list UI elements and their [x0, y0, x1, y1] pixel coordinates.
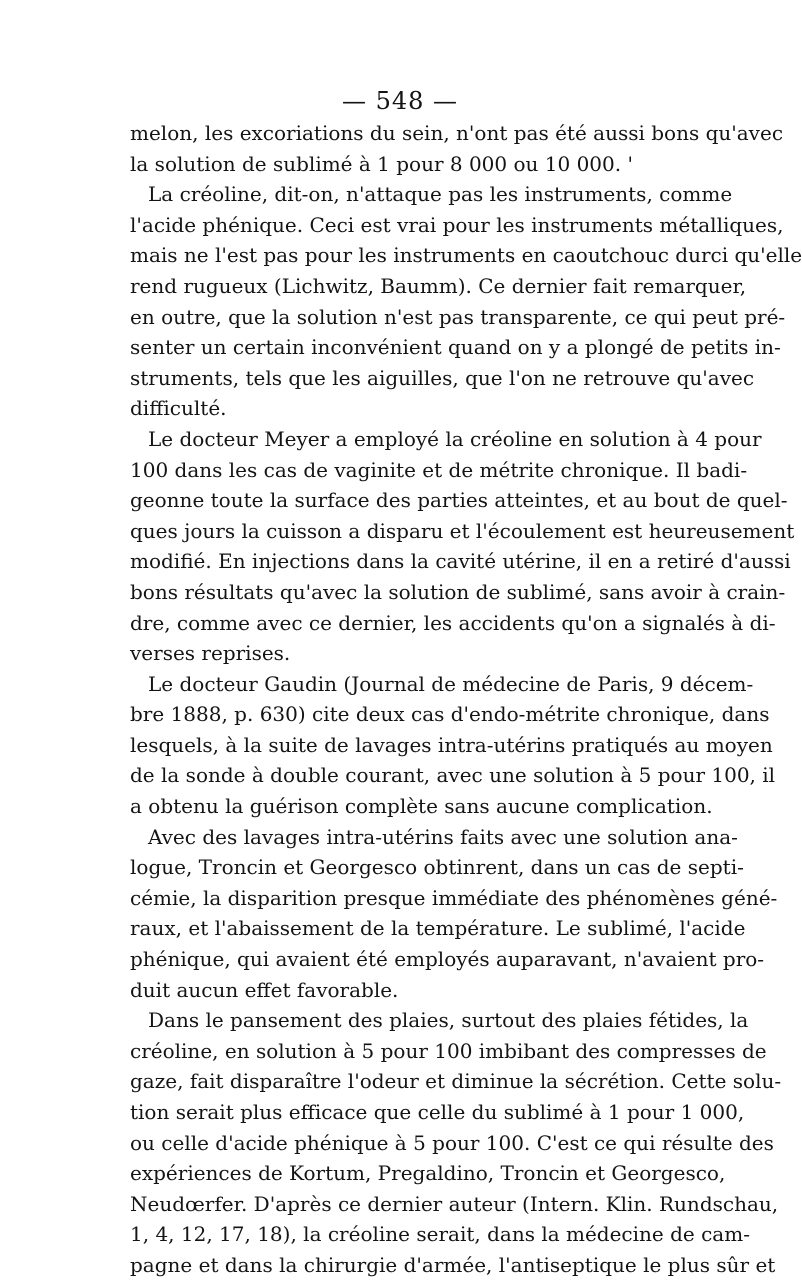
text-line: geonne toute la surface des parties atteintes, et au bout de quel-	[130, 488, 788, 513]
paragraph-1	[130, 118, 784, 179]
text-line: créoline, en solution à 5 pour 100 imbibant des compresses de	[130, 1038, 767, 1063]
text-line: modifié. En injections dans la cavité utérine, il en a retiré d'aussi	[130, 549, 791, 574]
text-line: phénique, qui avaient été employés auparavant, n'avaient pro-	[130, 947, 765, 972]
text-line: verses reprises.	[130, 641, 291, 666]
text-line: l'acide phénique. Ceci est vrai pour les instruments métalliques,	[130, 212, 784, 237]
text-line: difficulté.	[130, 396, 227, 421]
text-line: bons résultats qu'avec la solution de sublimé, sans avoir à crain-	[130, 579, 786, 604]
text-line: Dans le pansement des plaies, surtout des plaies fétides, la	[148, 1008, 749, 1033]
text-line-with-citation: Neudœrfer. D'après ce dernier auteur (Intern. Klin. Rundschau,	[130, 1191, 779, 1216]
page-number: — 548 —	[341, 87, 459, 115]
text-line: duit aucun effet favorable.	[130, 977, 399, 1002]
text-line: gaze, fait disparaître l'odeur et diminue la sécrétion. Cette solu-	[130, 1069, 782, 1094]
text-line: senter un certain inconvénient quand on y a plongé de petits in-	[130, 335, 781, 360]
text-line: raux, et l'abaissement de la température. Le sublimé, l'acide	[130, 916, 746, 941]
text-line: mais ne l'est pas pour les instruments en caoutchouc durci qu'elle	[130, 243, 802, 268]
text-line-with-citation: Le docteur Gaudin (Journal de médecine de Paris, 9 décem-	[148, 671, 754, 696]
body-text	[130, 118, 802, 1281]
text-line: la solution de sublimé à 1 pour 8 000 ou 10 000. '	[130, 151, 633, 176]
text-line: struments, tels que les aiguilles, que l'on ne retrouve qu'avec	[130, 365, 755, 390]
text-line: ques jours la cuisson a disparu et l'écoulement est heureusement	[130, 518, 795, 543]
paragraph-4	[130, 669, 776, 822]
text-line: dre, comme avec ce dernier, les accidents qu'on a signalés à di-	[130, 610, 776, 635]
text-line: expériences de Kortum, Pregaldino, Troncin et Georgesco,	[130, 1161, 726, 1186]
text-line: tion serait plus efficace que celle du sublimé à 1 pour 1 000,	[130, 1100, 745, 1124]
text-line: cémie, la disparition presque immédiate des phénomènes géné-	[130, 885, 778, 910]
text-line: en outre, que la solution n'est pas transparente, ce qui peut pré-	[130, 304, 786, 329]
paragraph-3	[130, 424, 795, 669]
text-line: de la sonde à double courant, avec une solution à 5 pour 100, il	[130, 763, 776, 788]
text-line: melon, les excoriations du sein, n'ont pas été aussi bons qu'avec	[130, 121, 784, 145]
paragraph-2	[130, 179, 802, 424]
text-line: Le docteur Meyer a employé la créoline en solution à 4 pour	[148, 426, 762, 451]
text-line: 1, 4, 12, 17, 18), la créoline serait, dans la médecine de cam-	[130, 1222, 750, 1247]
text-line: logue, Troncin et Georgesco obtinrent, dans un cas de septi-	[130, 855, 744, 880]
text-line: La créoline, dit-on, n'attaque pas les instruments, comme	[148, 182, 733, 207]
text-line: Avec des lavages intra-utérins faits avec une solution ana-	[148, 824, 738, 849]
text-line: ou celle d'acide phénique à 5 pour 100. C'est ce qui résulte des	[130, 1130, 774, 1155]
text-line: rend rugueux (Lichwitz, Baumm). Ce dernier fait remarquer,	[130, 273, 747, 298]
text-line: 100 dans les cas de vaginite et de métrite chronique. Il badi-	[130, 457, 748, 482]
text-line: bre 1888, p. 630) cite deux cas d'endo-métrite chronique, dans	[130, 702, 770, 727]
paragraph-6	[130, 1005, 782, 1280]
text-line: a obtenu la guérison complète sans aucune complication.	[130, 794, 713, 819]
text-line: lesquels, à la suite de lavages intra-utérins pratiqués au moyen	[130, 732, 773, 757]
text-line: pagne et dans la chirurgie d'armée, l'antiseptique le plus sûr et	[130, 1252, 776, 1277]
paragraph-5	[130, 822, 778, 1006]
